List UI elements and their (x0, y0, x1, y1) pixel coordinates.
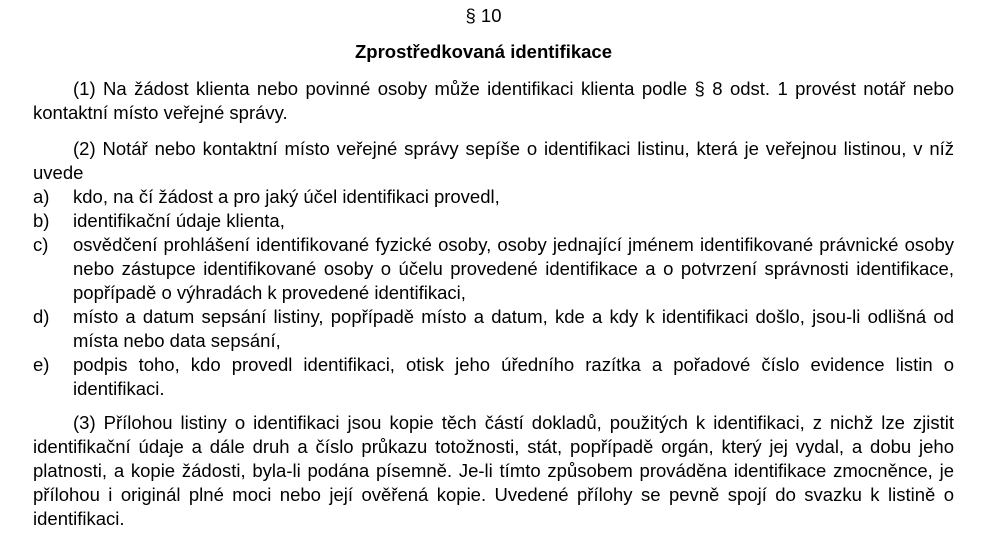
paragraph-3: (3) Přílohou listiny o identifikaci jsou kopie těch částí dokladů, použitých k identifikaci, z nichž lze zjistit identifikační údaje a dále druh a číslo průkazu totožnosti, stát, popřípadě orgán, který jej vydal, a dobu jeho platnosti, a kopie žádosti, byla-li podána písemně. Je-li tímto způsobem prováděna identifikace zmocněnce, je přílohou i originál plné moci nebo její ověřená kopie. Uvedené přílohy se pevně spojí do svazku k listině o identifikaci. (33, 412, 954, 529)
paragraph-1: (1) Na žádost klienta nebo povinné osoby může identifikaci klienta podle § 8 odst. 1 provést notář nebo kontaktní místo veřejné správy. (33, 78, 954, 123)
list-marker: d) (33, 306, 50, 327)
list-item-c (33, 233, 954, 305)
list-item-text: identifikační údaje klienta, (73, 210, 285, 231)
document-page (0, 4, 1002, 541)
list-item-d (33, 305, 954, 353)
list-marker: c) (33, 234, 49, 255)
list-item-text: kdo, na čí žádost a pro jaký účel identifikaci provedl, (73, 186, 500, 207)
list-item-e (33, 353, 954, 401)
paragraph-2-intro: (2) Notář nebo kontaktní místo veřejné správy sepíše o identifikaci listinu, která je veřejnou listinou, v níž uvede (33, 138, 954, 183)
identification-list (33, 185, 954, 401)
list-marker: e) (33, 354, 50, 375)
list-item-text: místo a datum sepsání listiny, popřípadě místo a datum, kde a kdy k identifikaci došlo, jsou-li odlišná od místa nebo data sepsání, (73, 306, 954, 351)
list-marker: a) (33, 186, 50, 207)
section-number: § 10 (465, 5, 502, 26)
list-item-text: osvědčení prohlášení identifikované fyzické osoby, osoby jednající jménem identifikované právnické osoby nebo zástupce identifikované osoby o účelu provedené identifikace a o potvrzení správnosti identifikace, popřípadě o výhradách k provedené identifikaci, (73, 234, 954, 303)
list-item-text: podpis toho, kdo provedl identifikaci, otisk jeho úředního razítka a pořadové číslo evidence listin o identifikaci. (73, 354, 954, 399)
list-item-b (33, 209, 954, 233)
list-marker: b) (33, 210, 50, 231)
section-title: Zprostředkovaná identifikace (354, 41, 613, 62)
list-item-a (33, 185, 954, 209)
